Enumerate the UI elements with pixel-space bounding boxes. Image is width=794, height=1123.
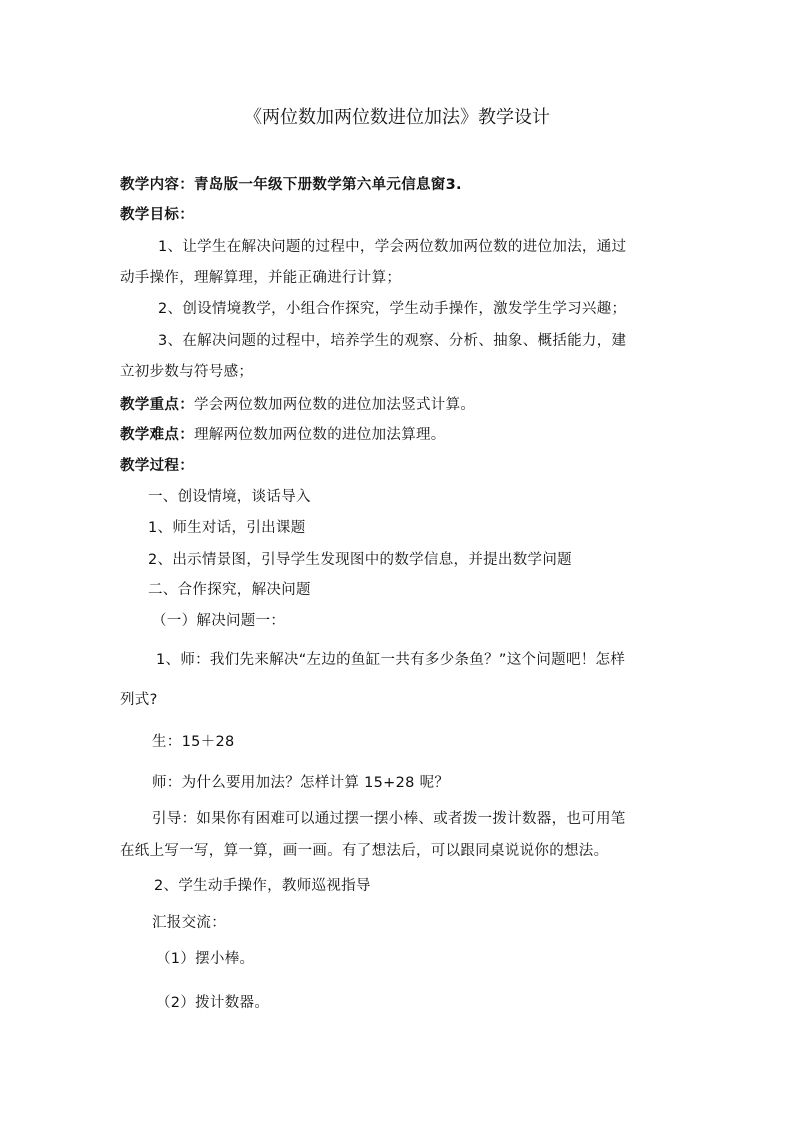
process-line: （2）拨计数器。	[156, 995, 270, 1011]
key-point-text: 学会两位数加两位数的进位加法竖式计算。	[194, 397, 476, 413]
process-line: 在纸上写一写，算一算，画一画。有了想法后，可以跟同桌说说你的想法。	[120, 843, 609, 859]
teaching-content-text: 青岛版一年级下册数学第六单元信息窗3.	[194, 177, 462, 193]
process-line: 师：为什么要用加法？怎样计算 15+28 呢？	[152, 775, 450, 791]
process-line: 1、师：我们先来解决“左边的鱼缸一共有多少条鱼？”这个问题吧！怎样	[156, 652, 626, 668]
process-line: 汇报交流：	[152, 915, 226, 931]
key-point	[120, 395, 475, 415]
process-line: 2、学生动手操作，教师巡视指导	[154, 878, 371, 894]
goals-heading	[120, 205, 194, 225]
difficulty-text: 理解两位数加两位数的进位加法算理。	[194, 427, 446, 443]
goal-3-line-2: 立初步数与符号感；	[120, 364, 254, 380]
process-line: （1）摆小棒。	[156, 951, 255, 967]
process-line: 列式?	[120, 692, 158, 708]
difficulty	[120, 425, 446, 445]
goal-3-line-1: 3、在解决问题的过程中，培养学生的观察、分析、抽象、概括能力，建	[158, 333, 627, 349]
process-line: 二、合作探究，解决问题	[148, 582, 311, 598]
process-label: 教学过程：	[120, 458, 194, 474]
goal-1-line-2: 动手操作，理解算理，并能正确进行计算；	[120, 270, 402, 286]
process-line: 2、出示情景图，引导学生发现图中的数学信息，并提出数学问题	[148, 552, 572, 568]
key-point-label: 教学重点：	[120, 397, 194, 413]
teaching-content-label: 教学内容：	[120, 177, 194, 193]
teaching-content	[120, 175, 462, 195]
process-line: 1、师生对话，引出课题	[148, 520, 306, 536]
goal-1-line-1: 1、让学生在解决问题的过程中，学会两位数加两位数的进位加法，通过	[158, 239, 627, 255]
process-line: （一）解决问题一：	[152, 613, 286, 629]
difficulty-label: 教学难点：	[120, 427, 194, 443]
document-title: 《两位数加两位数进位加法》教学设计	[244, 107, 550, 128]
process-heading	[120, 456, 194, 476]
process-line: 生：15＋28	[152, 734, 235, 750]
process-line: 一、创设情境，谈话导入	[148, 489, 311, 505]
process-line: 引导：如果你有困难可以通过摆一摆小棒、或者拨一拨计数器，也可用笔	[152, 811, 626, 827]
goals-label: 教学目标：	[120, 207, 194, 223]
goal-2: 2、创设情境教学，小组合作探究，学生动手操作，激发学生学习兴趣；	[158, 301, 627, 317]
